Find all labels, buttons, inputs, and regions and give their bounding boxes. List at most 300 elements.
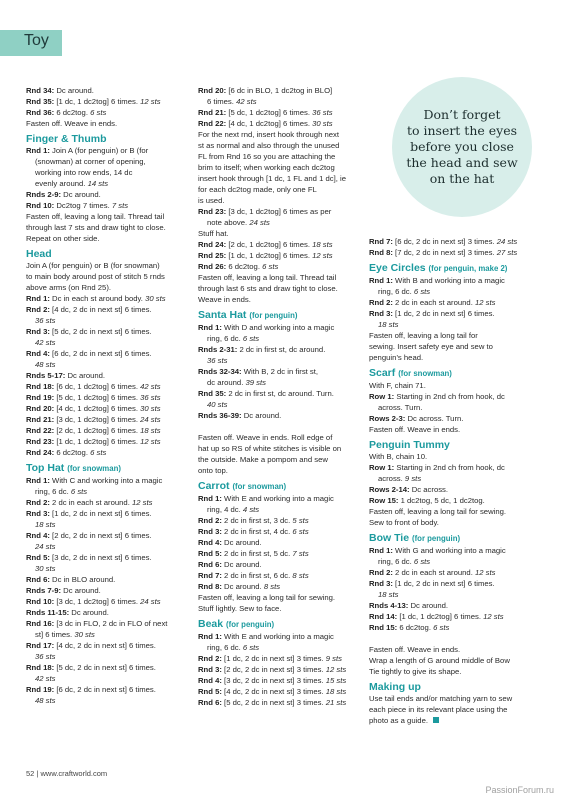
stitch-count: 8 sts xyxy=(263,582,281,591)
footer-url[interactable]: www.craftworld.com xyxy=(40,769,108,778)
instruction-text: [1 dc, 2 dc in next st] 3 times. xyxy=(221,654,326,663)
pattern-line xyxy=(198,686,366,697)
pattern-column-1 xyxy=(26,85,196,706)
pattern-line xyxy=(26,447,196,458)
stitch-count: 7 sts xyxy=(292,549,309,558)
pattern-line xyxy=(369,286,534,297)
pattern-line xyxy=(26,695,196,706)
pattern-column-2 xyxy=(198,85,366,708)
round-label: Rnd 2: xyxy=(198,516,222,525)
stitch-count: 12 sts xyxy=(140,437,161,446)
tip-line: the head and sew xyxy=(406,155,518,170)
stitch-count: 6 sts xyxy=(242,643,260,652)
instruction-text: Fasten off. Weave in ends. xyxy=(369,645,461,654)
pattern-line xyxy=(26,118,196,129)
pattern-line xyxy=(26,200,196,211)
pattern-line xyxy=(369,247,534,258)
pattern-line xyxy=(26,381,196,392)
pattern-line xyxy=(369,380,534,391)
heading-note: (for penguin) xyxy=(249,311,298,320)
pattern-line xyxy=(26,673,196,684)
instruction-text: With G and working into a magic xyxy=(392,546,506,555)
instruction-text: Use tail ends and/or matching yarn to sew xyxy=(369,694,513,703)
pattern-line xyxy=(369,413,534,424)
round-label: Rnd 2: xyxy=(26,305,50,314)
instruction-text: [2 dc, 1 dc2tog] 6 times. xyxy=(54,426,141,435)
instruction-text: [1 dc, 1 dc2tog] 6 times. xyxy=(226,251,313,260)
pattern-line xyxy=(198,239,366,250)
end-square-icon xyxy=(433,717,439,723)
section-heading xyxy=(198,309,366,322)
round-label: Rnd 16: xyxy=(26,619,55,628)
section-heading xyxy=(26,248,196,260)
pattern-line xyxy=(26,508,196,519)
pattern-line xyxy=(198,355,366,366)
round-label: Rnd 23: xyxy=(26,437,55,446)
pattern-line xyxy=(369,495,534,506)
pattern-line xyxy=(26,326,196,337)
spacer xyxy=(198,421,366,432)
instruction-text: sewing. Insert safety eye and sew to xyxy=(369,342,493,351)
round-label: Rnd 7: xyxy=(369,237,393,246)
pattern-line xyxy=(369,545,534,556)
stitch-count: 48 sts xyxy=(35,696,56,705)
pattern-line xyxy=(198,664,366,675)
pattern-line xyxy=(198,537,366,548)
stitch-count: 21 sts xyxy=(325,698,347,707)
instruction-text: across. xyxy=(378,474,405,483)
round-label: Rnd 19: xyxy=(26,685,55,694)
instruction-text: [3 dc, 1 dc2tog] 6 times. xyxy=(54,415,141,424)
round-label: Rnd 2: xyxy=(369,568,393,577)
instruction-text: Dc around. xyxy=(221,538,262,547)
heading-text: Top Hat xyxy=(26,462,68,474)
pattern-line xyxy=(369,506,534,517)
pattern-line xyxy=(369,236,534,247)
round-label: Rows 2-14: xyxy=(369,485,410,494)
pattern-line xyxy=(198,377,366,388)
stitch-count: 42 sts xyxy=(236,97,257,106)
pattern-line xyxy=(198,465,366,476)
pattern-line xyxy=(369,578,534,589)
stitch-count: 12 sts xyxy=(140,97,161,106)
pattern-line xyxy=(198,443,366,454)
stitch-count: 27 sts xyxy=(496,248,518,257)
tip-line: Don’t forget xyxy=(423,107,501,122)
pattern-line xyxy=(369,308,534,319)
stitch-count: 18 sts xyxy=(140,426,161,435)
round-label: Rnd 2: xyxy=(26,498,50,507)
pattern-line xyxy=(369,391,534,402)
instruction-text: [2 dc, 2 dc in next st] 3 times. xyxy=(221,665,326,674)
instruction-text: across. Turn. xyxy=(378,403,423,412)
stitch-count: 42 sts xyxy=(140,382,161,391)
round-label: Row 1: xyxy=(369,463,395,472)
round-label: Rnd 20: xyxy=(26,404,55,413)
pattern-line xyxy=(198,548,366,559)
instruction-text: to main body around post of stitch 5 rnds xyxy=(26,272,165,281)
instruction-text: Fasten off, leaving a long tail. Thread tail xyxy=(26,212,165,221)
instruction-text: 2 dc in first st, 3 dc. xyxy=(221,516,293,525)
round-label: Rnd 1: xyxy=(369,276,393,285)
pattern-line xyxy=(26,607,196,618)
round-label: Rnd 20: xyxy=(198,86,227,95)
instruction-text: [6 dc, 2 dc in next st] 6 times. xyxy=(49,349,152,358)
pattern-line xyxy=(198,261,366,272)
pattern-line xyxy=(26,211,196,222)
pattern-line xyxy=(198,454,366,465)
pattern-line xyxy=(26,563,196,574)
pattern-line xyxy=(26,233,196,244)
instruction-text: working into row ends, 14 dc xyxy=(35,168,133,177)
heading-text: Penguin Tummy xyxy=(369,439,450,451)
instruction-text: [6 dc, 2 dc in next st] 3 times. xyxy=(392,237,497,246)
pattern-line xyxy=(198,228,366,239)
instruction-text: st as normal and also through the unused xyxy=(198,141,340,150)
pattern-line xyxy=(198,129,366,140)
instruction-text: 2 dc in each st around. xyxy=(49,498,132,507)
instruction-text: Fasten off. Weave in ends. Roll edge of xyxy=(198,433,333,442)
pattern-line xyxy=(26,574,196,585)
instruction-text: [1 dc, 1 dc2tog] 6 times. xyxy=(54,97,141,106)
stitch-count: 40 sts xyxy=(207,400,228,409)
section-heading xyxy=(198,480,366,493)
instruction-text: With D and working into a magic xyxy=(221,323,335,332)
pattern-line xyxy=(198,283,366,294)
heading-note: (for snowman) xyxy=(67,464,121,473)
stitch-count: 6 sts xyxy=(292,527,309,536)
instruction-text: Dc around. xyxy=(241,411,282,420)
pattern-line xyxy=(26,189,196,200)
heading-text: Carrot xyxy=(198,480,233,492)
pattern-line xyxy=(26,684,196,695)
instruction-text: 6 times. xyxy=(207,97,237,106)
round-label: Rnd 24: xyxy=(198,240,227,249)
round-label: Rnd 15: xyxy=(369,623,398,632)
instruction-text: Dc around. xyxy=(61,190,101,199)
stitch-count: 30 sts xyxy=(35,564,56,573)
instruction-text: Dc around. xyxy=(221,582,264,591)
round-label: Rnds 5-17: xyxy=(26,371,66,380)
round-label: Rnd 3: xyxy=(369,309,393,318)
instruction-text: [6 dc, 2 dc in next st] 6 times. xyxy=(54,685,156,694)
pattern-line xyxy=(26,497,196,508)
instruction-text: [5 dc, 2 dc in next st] 3 times. xyxy=(221,698,326,707)
pattern-line xyxy=(26,651,196,662)
pattern-line xyxy=(26,156,196,167)
round-label: Rnd 1: xyxy=(26,294,50,303)
pattern-line xyxy=(26,271,196,282)
stitch-count: 30 sts xyxy=(140,404,161,413)
stitch-count: 48 sts xyxy=(35,360,56,369)
pattern-line xyxy=(369,451,534,462)
round-label: Rnds 4-13: xyxy=(369,601,409,610)
instruction-text: penguin’s head. xyxy=(369,353,424,362)
pattern-line xyxy=(26,662,196,673)
pattern-line xyxy=(26,403,196,414)
round-label: Rnd 10: xyxy=(26,201,55,210)
round-label: Rnd 18: xyxy=(26,663,55,672)
instruction-text: 2 dc in each st around. xyxy=(392,298,475,307)
instruction-text: ring, 6 dc. xyxy=(378,287,414,296)
pattern-line xyxy=(369,666,534,677)
pattern-line xyxy=(369,655,534,666)
instruction-text: is used. xyxy=(198,196,225,205)
heading-text: Scarf xyxy=(369,367,399,379)
pattern-line xyxy=(198,559,366,570)
pattern-line xyxy=(26,596,196,607)
pattern-line xyxy=(26,359,196,370)
pattern-line xyxy=(369,517,534,528)
round-label: Rnd 6: xyxy=(198,698,222,707)
stitch-count: 42 sts xyxy=(35,674,56,683)
stitch-count: 12 sts xyxy=(131,498,153,507)
section-heading xyxy=(198,618,366,631)
instruction-text: Dc around. xyxy=(69,608,109,617)
pattern-line xyxy=(26,348,196,359)
tip-line: before you close xyxy=(410,139,514,154)
pattern-line xyxy=(26,519,196,530)
heading-note: (for snowman) xyxy=(398,369,452,378)
stitch-count: 30 sts xyxy=(312,119,333,128)
instruction-text: brim to itself; when working each dc2tog xyxy=(198,163,335,172)
pattern-line xyxy=(369,402,534,413)
instruction-text: Stuff hat. xyxy=(198,229,229,238)
pattern-line xyxy=(26,425,196,436)
round-label: Rnd 5: xyxy=(26,553,50,562)
instruction-text: [4 dc, 1 dc2tog] 6 times. xyxy=(226,119,313,128)
round-label: Rnd 1: xyxy=(26,146,50,155)
instruction-text: For the next rnd, insert hook through next xyxy=(198,130,340,139)
round-label: Rnd 5: xyxy=(198,549,222,558)
instruction-text: evenly around. xyxy=(35,179,88,188)
stitch-count: 36 sts xyxy=(312,108,333,117)
instruction-text: Dc around. xyxy=(61,586,101,595)
stitch-count: 36 sts xyxy=(35,316,56,325)
pattern-line xyxy=(198,85,366,96)
pattern-line xyxy=(198,344,366,355)
instruction-text: Fasten off, leaving a long tail for sewing. xyxy=(198,593,336,602)
pattern-line xyxy=(26,618,196,629)
pattern-line xyxy=(198,592,366,603)
instruction-text: [1 dc, 1 dc2tog] 6 times. xyxy=(54,437,141,446)
round-label: Row 15: xyxy=(369,496,399,505)
instruction-text: With F, chain 71. xyxy=(369,381,426,390)
instruction-text: Dc2tog 7 times. xyxy=(54,201,112,210)
stitch-count: 7 sts xyxy=(111,201,129,210)
pattern-line xyxy=(26,541,196,552)
pattern-line xyxy=(369,275,534,286)
round-label: Rnds 2-31: xyxy=(198,345,238,354)
round-label: Rnd 19: xyxy=(26,393,55,402)
round-label: Rnd 35: xyxy=(198,389,227,398)
heading-text: Making up xyxy=(369,681,421,693)
instruction-text: above arms (on Rnd 25). xyxy=(26,283,112,292)
pattern-line xyxy=(369,589,534,600)
instruction-text: (snowman) at corner of opening, xyxy=(35,157,146,166)
pattern-line xyxy=(198,410,366,421)
pattern-line xyxy=(198,653,366,664)
stitch-count: 4 sts xyxy=(242,505,260,514)
pattern-line xyxy=(26,293,196,304)
pattern-line xyxy=(369,297,534,308)
stitch-count: 36 sts xyxy=(207,356,228,365)
pattern-line xyxy=(198,333,366,344)
stitch-count: 24 sts xyxy=(140,597,161,606)
instruction-text: Sew to front of body. xyxy=(369,518,439,527)
round-label: Rnds 2-9: xyxy=(26,190,62,199)
pattern-line xyxy=(369,352,534,363)
instruction-text: [1 dc, 2 dc in next st] 6 times. xyxy=(49,509,152,518)
instruction-text: 1 dc2tog, 5 dc, 1 dc2tog. xyxy=(398,496,485,505)
instruction-text: st] 6 times. xyxy=(35,630,75,639)
section-heading xyxy=(369,367,534,380)
pattern-line xyxy=(369,622,534,633)
pattern-line xyxy=(26,475,196,486)
instruction-text: Stuff lightly. Sew to face. xyxy=(198,604,282,613)
pattern-line xyxy=(26,585,196,596)
section-heading xyxy=(369,439,534,451)
instruction-text: dc around. xyxy=(207,378,246,387)
pattern-line xyxy=(26,530,196,541)
pattern-line xyxy=(369,693,534,704)
instruction-text: 6 dc2tog. xyxy=(226,262,263,271)
instruction-text: 2 dc in first st, 5 dc. xyxy=(221,549,293,558)
instruction-text: Starting in 2nd ch from hook, dc xyxy=(394,392,505,401)
instruction-text: FL from Rnd 16 so you are attaching the xyxy=(198,152,336,161)
pattern-line xyxy=(26,222,196,233)
pattern-line xyxy=(198,294,366,305)
pattern-line xyxy=(369,330,534,341)
pattern-line xyxy=(198,151,366,162)
round-label: Rnd 34: xyxy=(26,86,55,95)
stitch-count: 12 sts xyxy=(474,568,496,577)
pattern-line xyxy=(198,206,366,217)
section-tag: Toy xyxy=(0,30,62,56)
round-label: Rnds 32-34: xyxy=(198,367,242,376)
instruction-text: Fasten off, leaving a long tail for sewing. xyxy=(369,507,507,516)
round-label: Rnd 4: xyxy=(26,349,50,358)
instruction-text: Repeat on other side. xyxy=(26,234,100,243)
stitch-count: 6 sts xyxy=(90,448,107,457)
instruction-text: Fasten off. Weave in ends. xyxy=(369,425,461,434)
instruction-text: [5 dc, 1 dc2tog] 6 times. xyxy=(54,393,141,402)
pattern-line xyxy=(26,315,196,326)
stitch-count: 6 sts xyxy=(262,262,279,271)
instruction-text: [1 dc, 2 dc in next st] 6 times. xyxy=(392,579,495,588)
section-heading xyxy=(369,681,534,693)
heading-text: Eye Circles xyxy=(369,262,429,274)
pattern-line xyxy=(26,640,196,651)
instruction-text: onto top. xyxy=(198,466,228,475)
stitch-count: 5 sts xyxy=(292,516,309,525)
instruction-text: Fasten off, leaving a long tail for xyxy=(369,331,478,340)
stitch-count: 24 sts xyxy=(140,415,161,424)
pattern-line xyxy=(369,611,534,622)
instruction-text: [3 dc, 2 dc in next st] 6 times. xyxy=(49,553,152,562)
stitch-count: 12 sts xyxy=(312,251,333,260)
instruction-text: [5 dc, 2 dc in next st] 6 times. xyxy=(54,663,156,672)
round-label: Rnd 1: xyxy=(369,546,393,555)
pattern-line xyxy=(198,173,366,184)
instruction-text: 2 dc in first st, 6 dc. xyxy=(221,571,293,580)
pattern-line xyxy=(26,96,196,107)
round-label: Rnd 6: xyxy=(26,575,50,584)
pattern-line xyxy=(198,322,366,333)
pattern-line xyxy=(26,552,196,563)
pattern-line xyxy=(369,644,534,655)
round-label: Rnd 1: xyxy=(198,632,222,641)
instruction-text: 2 dc in each st around. xyxy=(392,568,475,577)
stitch-count: 14 sts xyxy=(87,179,109,188)
stitch-count: 30 sts xyxy=(145,294,166,303)
pattern-line xyxy=(26,436,196,447)
pattern-line xyxy=(369,319,534,330)
instruction-text: [5 dc, 1 dc2tog] 6 times. xyxy=(226,108,313,117)
round-label: Rnds 11-15: xyxy=(26,608,70,617)
spacer xyxy=(369,633,534,644)
instruction-text: ring, 6 dc. xyxy=(35,487,71,496)
stitch-count: 9 sts xyxy=(404,474,422,483)
pattern-line xyxy=(198,570,366,581)
stitch-count: 39 sts xyxy=(245,378,266,387)
stitch-count: 18 sts xyxy=(35,520,56,529)
round-label: Rnd 4: xyxy=(198,538,222,547)
stitch-count: 15 sts xyxy=(325,676,347,685)
round-label: Rnd 8: xyxy=(198,582,222,591)
heading-text: Head xyxy=(26,248,52,260)
instruction-text: Join A (for penguin) or B (for xyxy=(49,146,149,155)
pattern-line xyxy=(198,493,366,504)
pattern-line xyxy=(369,341,534,352)
instruction-text: With E and working into a magic xyxy=(221,494,334,503)
stitch-count: 18 sts xyxy=(378,590,399,599)
pattern-line xyxy=(198,399,366,410)
round-label: Rnd 1: xyxy=(198,323,222,332)
instruction-text: Dc in BLO around. xyxy=(49,575,116,584)
heading-note: (for snowman) xyxy=(232,482,287,491)
pattern-line xyxy=(369,704,534,715)
stitch-count: 6 sts xyxy=(413,287,431,296)
page-number: 52 xyxy=(26,769,35,778)
pattern-column-3 xyxy=(369,236,534,726)
pattern-line xyxy=(198,366,366,377)
round-label: Rnd 1: xyxy=(198,494,222,503)
instruction-text: through last 6 sts and draw tight to close. xyxy=(198,284,338,293)
round-label: Rnd 36: xyxy=(26,108,55,117)
pattern-line xyxy=(26,337,196,348)
instruction-text: 2 dc in first st, dc around. xyxy=(237,345,326,354)
footer-separator: | xyxy=(36,769,39,778)
round-label: Row 1: xyxy=(369,392,395,401)
stitch-count: 9 sts xyxy=(325,654,342,663)
instruction-text: With B, 2 dc in first st, xyxy=(241,367,319,376)
pattern-line xyxy=(26,414,196,425)
stitch-count: 24 sts xyxy=(249,218,270,227)
pattern-line xyxy=(198,217,366,228)
round-label: Rnd 5: xyxy=(198,687,222,696)
instruction-text: ring, 4 dc. xyxy=(207,505,243,514)
round-label: Rnd 18: xyxy=(26,382,55,391)
instruction-text: 6 dc2tog. xyxy=(54,108,91,117)
round-label: Rnd 26: xyxy=(198,262,227,271)
round-label: Rnd 17: xyxy=(26,641,55,650)
instruction-text: [4 dc, 2 dc in next st] 6 times. xyxy=(54,641,156,650)
section-heading xyxy=(369,262,534,275)
round-label: Rnd 14: xyxy=(369,612,398,621)
instruction-text: With B, chain 10. xyxy=(369,452,428,461)
pattern-line xyxy=(26,282,196,293)
